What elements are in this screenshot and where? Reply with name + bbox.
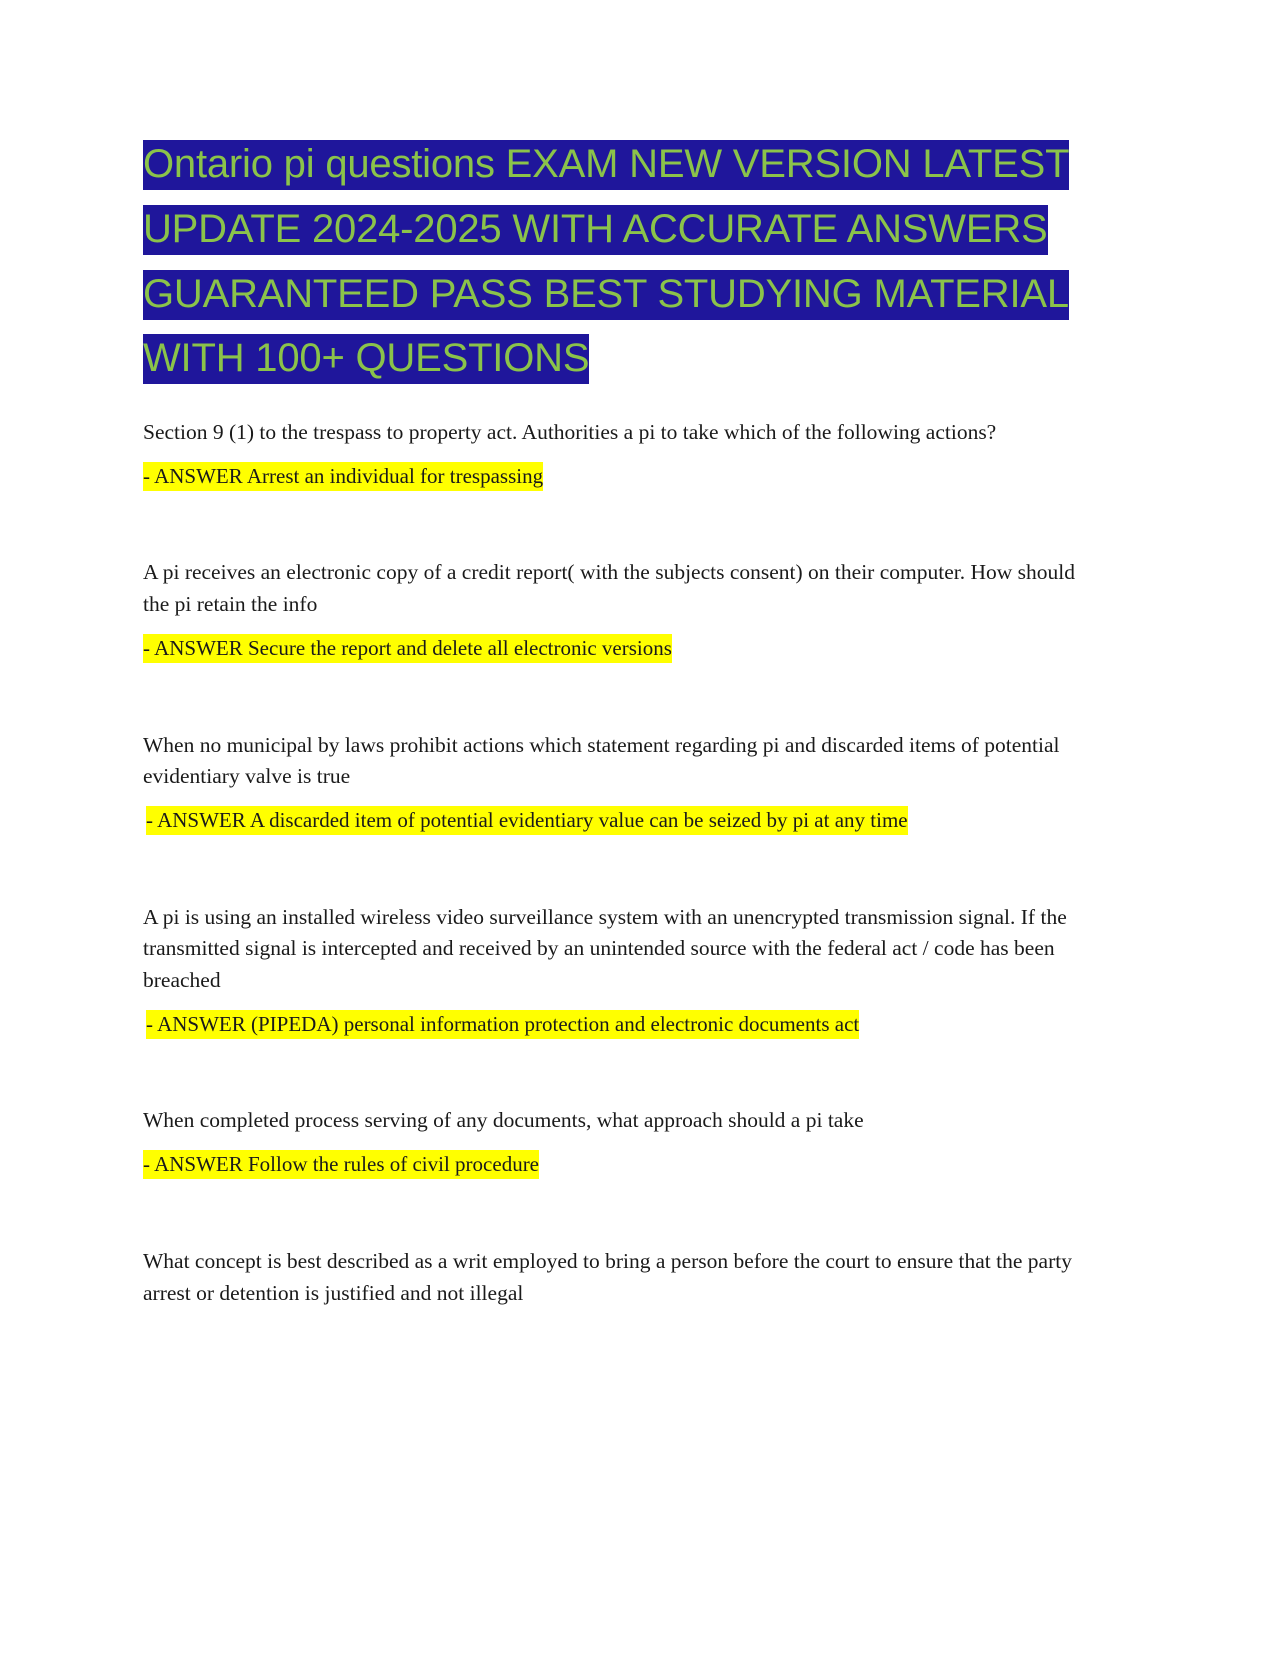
spacer bbox=[143, 491, 1140, 531]
answer-text: - ANSWER Secure the report and delete all electronic versions bbox=[143, 633, 1083, 663]
qa-item-2 bbox=[143, 557, 1140, 663]
answer-text: - ANSWER Follow the rules of civil procedure bbox=[143, 1149, 1083, 1179]
spacer bbox=[143, 1180, 1140, 1220]
answer-text: - ANSWER A discarded item of potential evidentiary value can be seized by pi at any time bbox=[143, 805, 1086, 835]
question-text: A pi is using an installed wireless video surveillance system with an unencrypted transmission signal. If the transmitted signal is intercepted and received by an unintended source with the federal act / code has been breached bbox=[143, 904, 1067, 993]
question-text: A pi receives an electronic copy of a credit report( with the subjects consent) on their computer. How should the pi retain the info bbox=[143, 560, 1075, 617]
question-text: What concept is best described as a writ employed to bring a person before the court to ensure that the party arrest or detention is justified and not illegal bbox=[143, 1248, 1072, 1305]
question-text: Section 9 (1) to the trespass to property act. Authorities a pi to take which of the following actions? bbox=[143, 420, 997, 445]
question-text: When completed process serving of any documents, what approach should a pi take bbox=[143, 1108, 864, 1133]
page-title-text: Ontario pi questions EXAM NEW VERSION LATEST UPDATE 2024-2025 WITH ACCURATE ANSWERS GUARANTEED PASS BEST STUDYING MATERIAL WITH 100+ QUESTIONS bbox=[143, 140, 1069, 384]
spacer bbox=[143, 836, 1140, 876]
qa-item-1 bbox=[143, 417, 1140, 491]
qa-item-5 bbox=[143, 1105, 1140, 1179]
qa-item-6 bbox=[143, 1246, 1140, 1310]
spacer bbox=[143, 1039, 1140, 1079]
qa-item-3 bbox=[143, 730, 1140, 836]
answer-text: - ANSWER (PIPEDA) personal information protection and electronic documents act bbox=[143, 1009, 1086, 1039]
question-text: When no municipal by laws prohibit actions which statement regarding pi and discarded items of potential evidentiary valve is true bbox=[143, 732, 1060, 789]
spacer bbox=[143, 664, 1140, 704]
qa-item-4 bbox=[143, 902, 1140, 1040]
answer-text: - ANSWER Arrest an individual for trespassing bbox=[143, 461, 1083, 491]
page-title bbox=[143, 132, 1140, 391]
